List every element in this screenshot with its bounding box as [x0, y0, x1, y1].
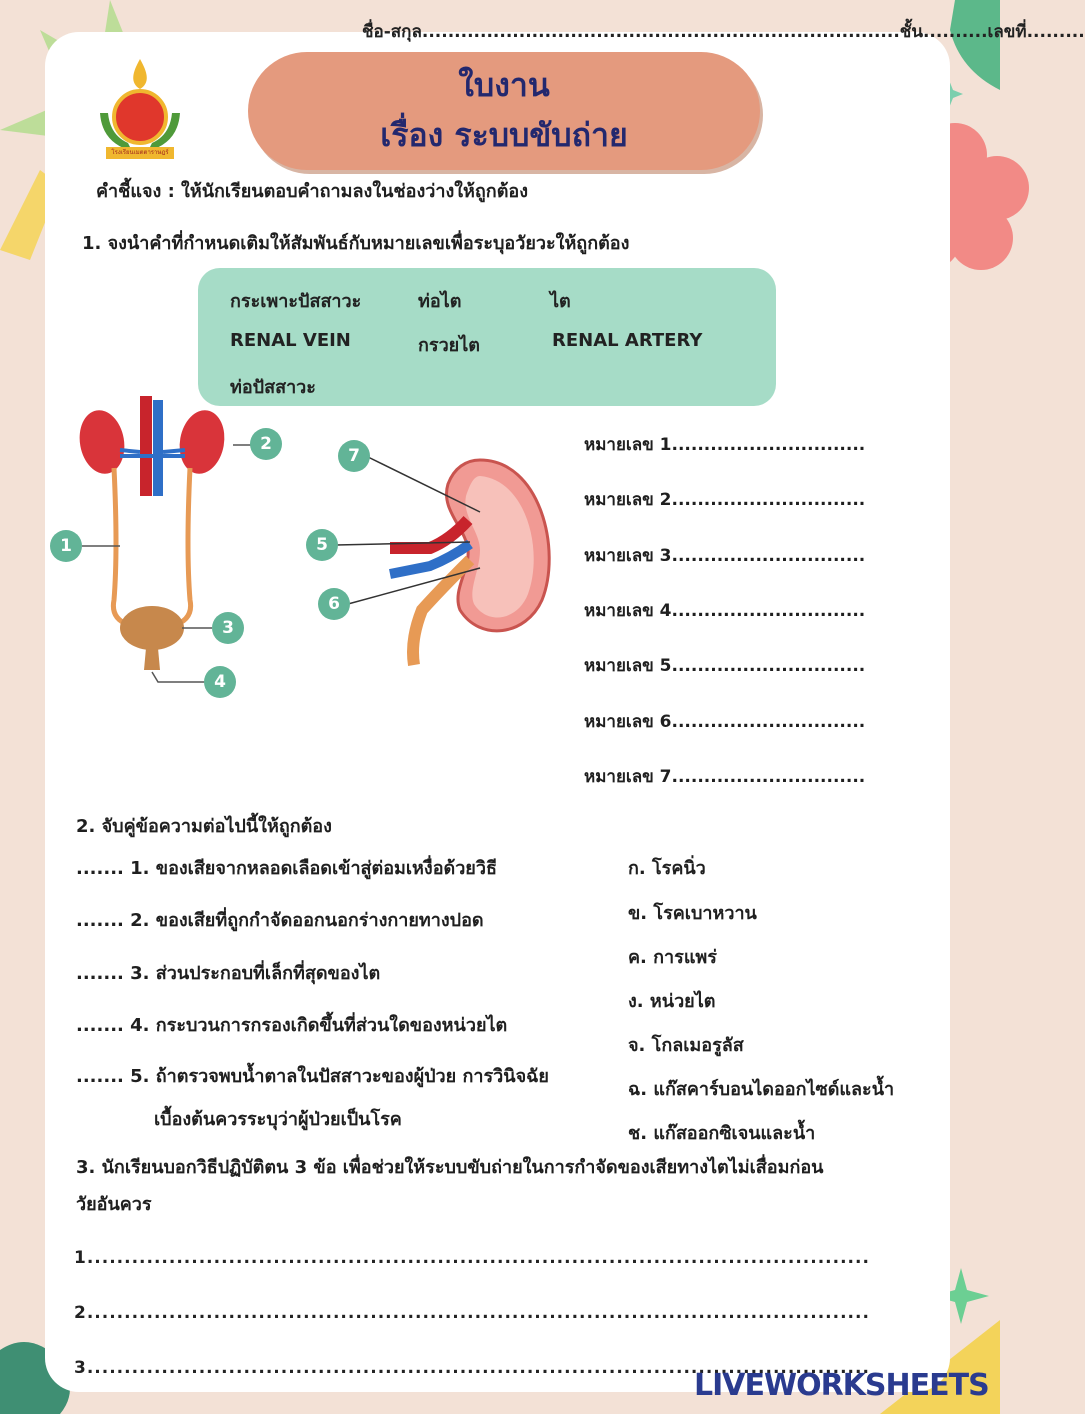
match-item-1[interactable]: ....... 1. ของเสียจากหลอดเลือดเข้าสู่ต่อมเหงื่อด้วยวิธี: [76, 858, 497, 879]
label-badge-6: 6: [318, 588, 350, 620]
match-item-2[interactable]: ....... 2. ของเสียที่ถูกกำจัดออกนอกร่างกายทางปอด: [76, 910, 484, 931]
label-badge-1: 1: [50, 530, 82, 562]
match-option-e: จ. โกลเมอรูลัส: [628, 1035, 744, 1056]
word-bank-box: [198, 268, 776, 406]
answer-line-q3-3[interactable]: 3.........................................................................................................: [74, 1358, 870, 1378]
answer-line-6[interactable]: หมายเลข 6..............................: [584, 712, 866, 732]
school-logo: [92, 55, 188, 165]
match-option-f: ฉ. แก๊สคาร์บอนไดออกไซด์และน้ำ: [628, 1079, 895, 1100]
word-bank-item: RENAL VEIN: [230, 330, 351, 351]
match-option-a: ก. โรคนิ่ว: [628, 858, 706, 879]
label-badge-4: 4: [204, 666, 236, 698]
word-bank-item: ท่อปัสสาวะ: [230, 377, 316, 398]
answer-line-5[interactable]: หมายเลข 5..............................: [584, 656, 866, 676]
title-banner: [248, 52, 760, 170]
match-option-d: ง. หน่วยไต: [628, 991, 716, 1012]
label-badge-3: 3: [212, 612, 244, 644]
liveworksheets-brand: LIVEWORKSHEETS: [694, 1368, 989, 1403]
answer-line-q3-1[interactable]: 1.........................................................................................................: [74, 1248, 870, 1268]
answer-line-4[interactable]: หมายเลข 4..............................: [584, 601, 866, 621]
match-item-3[interactable]: ....... 3. ส่วนประกอบที่เล็กที่สุดของไต: [76, 963, 381, 984]
answer-line-3[interactable]: หมายเลข 3..............................: [584, 546, 866, 566]
answer-line-1[interactable]: หมายเลข 1..............................: [584, 435, 866, 455]
logo-text: โรงเรียนเมตตาราษฎร์: [111, 149, 169, 156]
match-option-c: ค. การแพร่: [628, 947, 717, 968]
question-2-prompt: 2. จับคู่ข้อความต่อไปนี้ให้ถูกต้อง: [76, 816, 332, 837]
label-badge-7: 7: [338, 440, 370, 472]
student-info-line: ชื่อ-สกุล..........................................................................ชั้น..........เลขที่.........: [362, 22, 1085, 42]
title-line-2: เรื่อง ระบบขับถ่าย: [380, 116, 628, 154]
question-3-prompt: 3. นักเรียนบอกวิธีปฏิบัติตน 3 ข้อ เพื่อช่วยให้ระบบขับถ่ายในการกำจัดของเสียทางไตไม่เสื่อมก่อน: [76, 1157, 824, 1178]
answer-line-q3-2[interactable]: 2.........................................................................................................: [74, 1303, 870, 1323]
answer-line-2[interactable]: หมายเลข 2..............................: [584, 490, 866, 510]
word-bank-item: RENAL ARTERY: [552, 330, 703, 351]
match-item-5[interactable]: ....... 5. ถ้าตรวจพบน้ำตาลในปัสสาวะของผู้ป่วย การวินิจฉัย: [76, 1066, 549, 1087]
label-badge-2: 2: [250, 428, 282, 460]
word-bank-item: กรวยไต: [418, 335, 480, 356]
answer-line-7[interactable]: หมายเลข 7..............................: [584, 767, 866, 787]
match-option-g: ช. แก๊สออกซิเจนและน้ำ: [628, 1123, 816, 1144]
match-item-5-continued: เบื้องต้นควรระบุว่าผู้ป่วยเป็นโรค: [154, 1109, 402, 1130]
title-line-1: ใบงาน: [458, 66, 550, 104]
word-bank-item: กระเพาะปัสสาวะ: [230, 291, 362, 312]
instruction: คำชี้แจง : ให้นักเรียนตอบคำถามลงในช่องว่างให้ถูกต้อง: [96, 181, 528, 202]
question-3-prompt-cont: วัยอันควร: [76, 1194, 152, 1215]
label-badge-5: 5: [306, 529, 338, 561]
kidney-cross-section-illustration: [330, 440, 570, 680]
question-1-prompt: 1. จงนำคำที่กำหนดเติมให้สัมพันธ์กับหมายเลขเพื่อระบุอวัยวะให้ถูกต้อง: [82, 233, 630, 254]
word-bank-item: ท่อไต: [418, 291, 462, 312]
match-item-4[interactable]: ....... 4. กระบวนการกรองเกิดขึ้นที่ส่วนใดของหน่วยไต: [76, 1015, 508, 1036]
word-bank-item: ไต: [550, 291, 571, 312]
match-option-b: ข. โรคเบาหวาน: [628, 903, 757, 924]
